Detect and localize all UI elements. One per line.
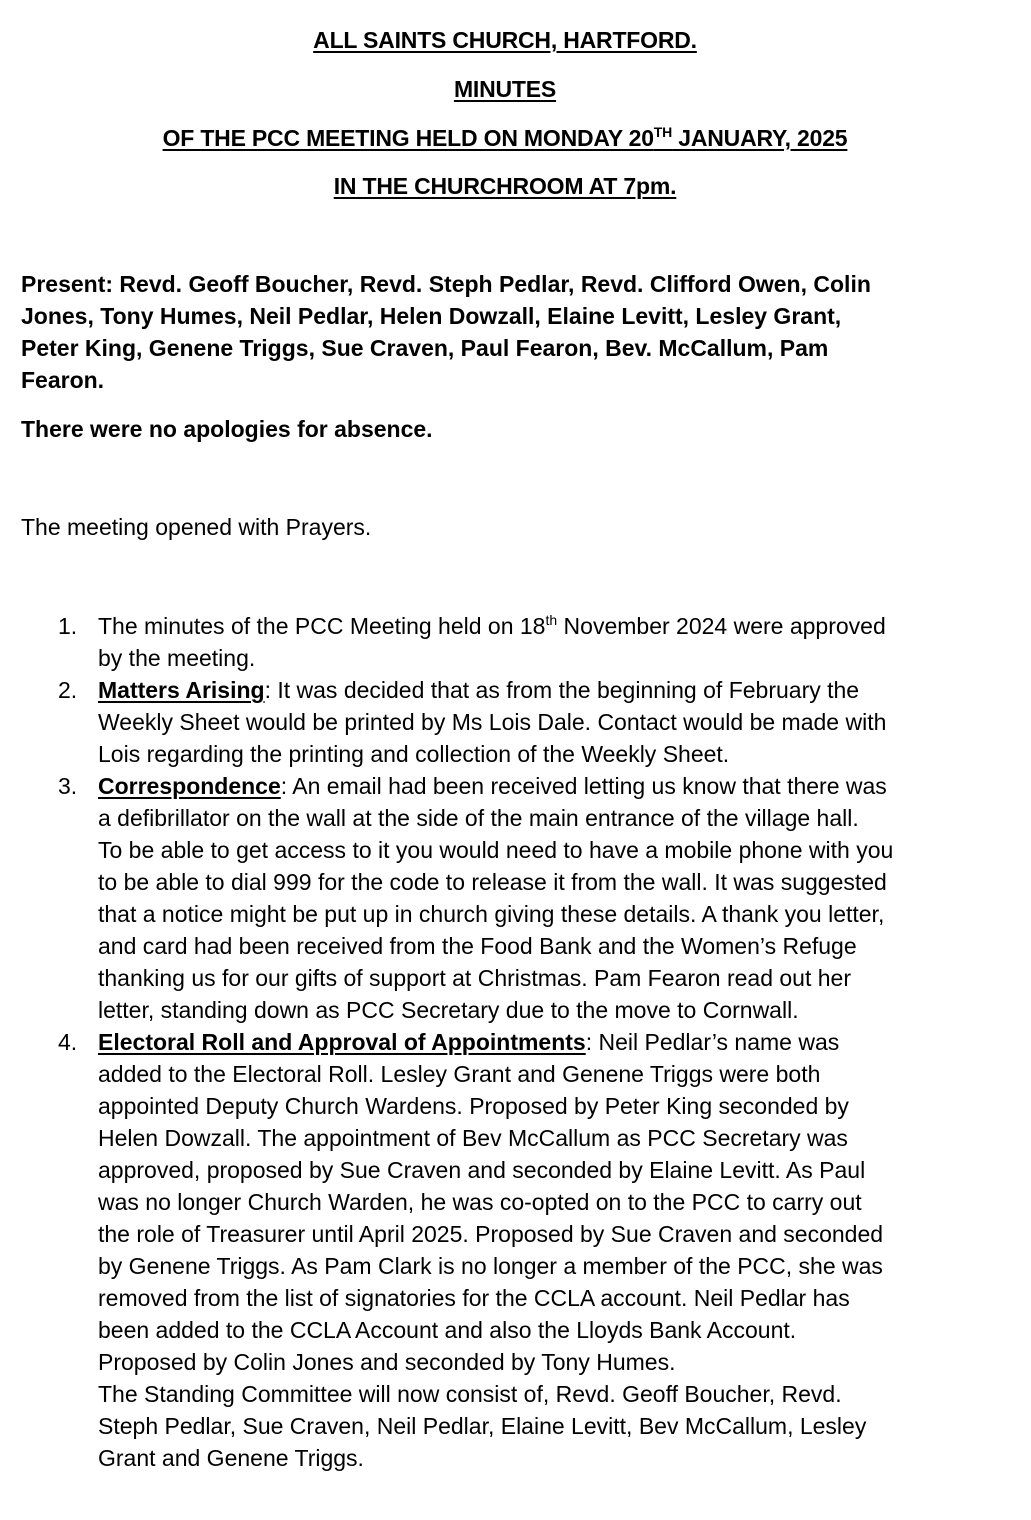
item-number: 3. [58,773,78,799]
item-text: : Neil Pedlar’s name was [585,1029,840,1055]
present-line: Fearon. [21,367,105,393]
item-line: removed from the list of signatories for the CCLA account. Neil Pedlar has [98,1285,850,1311]
minutes-items [0,610,1031,1474]
item-line: been added to the CCLA Account and also the Lloyds Bank Account. [98,1317,797,1343]
item-number: 2. [58,677,78,703]
item-line: by the meeting. [98,645,256,671]
item-line: by Genene Triggs. As Pam Clark is no longer a member of the PCC, she was [98,1253,883,1279]
item-line [98,770,1031,802]
item-line: To be able to get access to it you would need to have a mobile phone with you [98,837,894,863]
standing-committee-line: Steph Pedlar, Sue Craven, Neil Pedlar, Elaine Levitt, Bev McCallum, Lesley [98,1413,867,1439]
item-line: Helen Dowzall. The appointment of Bev McCallum as PCC Secretary was [98,1125,848,1151]
minutes-item-3 [0,770,1031,1026]
item-1-text-suffix: November 2024 were approved [557,613,886,639]
meeting-date-prefix: OF THE PCC MEETING HELD ON MONDAY 20 [162,125,654,151]
item-line: Weekly Sheet would be printed by Ms Lois Dale. Contact would be made with [98,709,887,735]
item-label-correspondence: Correspondence [98,773,281,799]
item-1-ordinal: th [545,612,558,628]
present-line: Jones, Tony Humes, Neil Pedlar, Helen Dowzall, Elaine Levitt, Lesley Grant, [21,303,842,329]
minutes-item-2 [0,674,1031,770]
item-line: added to the Electoral Roll. Lesley Grant and Genene Triggs were both [98,1061,821,1087]
item-label-electoral-roll: Electoral Roll and Approval of Appointments [98,1029,586,1055]
meeting-date-ordinal: TH [653,124,673,140]
item-1-text-prefix: The minutes of the PCC Meeting held on 18 [98,613,546,639]
item-line: that a notice might be put up in church giving these details. A thank you letter, [98,901,885,927]
meeting-date-suffix: JANUARY, 2025 [672,125,848,151]
apologies-statement [21,413,433,445]
heading-location: IN THE CHURCHROOM AT 7pm. [333,173,677,199]
item-number: 1. [58,613,78,639]
item-number: 4. [58,1029,78,1055]
item-line: a defibrillator on the wall at the side of the main entrance of the village hall. [98,805,859,831]
item-line: appointed Deputy Church Wardens. Proposed by Peter King seconded by [98,1093,849,1119]
apologies-text: There were no apologies for absence. [21,416,433,442]
item-label-matters-arising: Matters Arising [98,677,265,703]
item-line: Proposed by Colin Jones and seconded by Tony Humes. [98,1349,676,1375]
heading-church-name: ALL SAINTS CHURCH, HARTFORD. [313,27,697,53]
item-text: : It was decided that as from the beginning of February the [264,677,860,703]
minutes-item-1 [0,610,1031,674]
item-line: Lois regarding the printing and collection of the Weekly Sheet. [98,741,730,767]
present-line: Present: Revd. Geoff Boucher, Revd. Steph Pedlar, Revd. Clifford Owen, Colin [21,271,871,297]
opening-statement: The meeting opened with Prayers. [21,514,372,540]
heading-minutes: MINUTES [453,76,557,102]
present-list [21,268,871,396]
item-text: : An email had been received letting us know that there was [280,773,887,799]
heading-meeting-date [0,124,1010,152]
present-line: Peter King, Genene Triggs, Sue Craven, Paul Fearon, Bev. McCallum, Pam [21,335,829,361]
item-line [98,610,1031,642]
item-line: was no longer Church Warden, he was co-opted on to the PCC to carry out [98,1189,862,1215]
item-line: thanking us for our gifts of support at Christmas. Pam Fearon read out her [98,965,851,991]
item-line [98,1026,1031,1058]
item-line: and card had been received from the Food Bank and the Women’s Refuge [98,933,857,959]
standing-committee-line: Grant and Genene Triggs. [98,1445,364,1471]
item-line: the role of Treasurer until April 2025. Proposed by Sue Craven and seconded [98,1221,884,1247]
standing-committee-line: The Standing Committee will now consist of, Revd. Geoff Boucher, Revd. [98,1381,842,1407]
item-line: letter, standing down as PCC Secretary due to the move to Cornwall. [98,997,799,1023]
minutes-item-4 [0,1026,1031,1474]
item-line [98,674,1031,706]
item-line: to be able to dial 999 for the code to release it from the wall. It was suggested [98,869,887,895]
item-line: approved, proposed by Sue Craven and seconded by Elaine Levitt. As Paul [98,1157,866,1183]
